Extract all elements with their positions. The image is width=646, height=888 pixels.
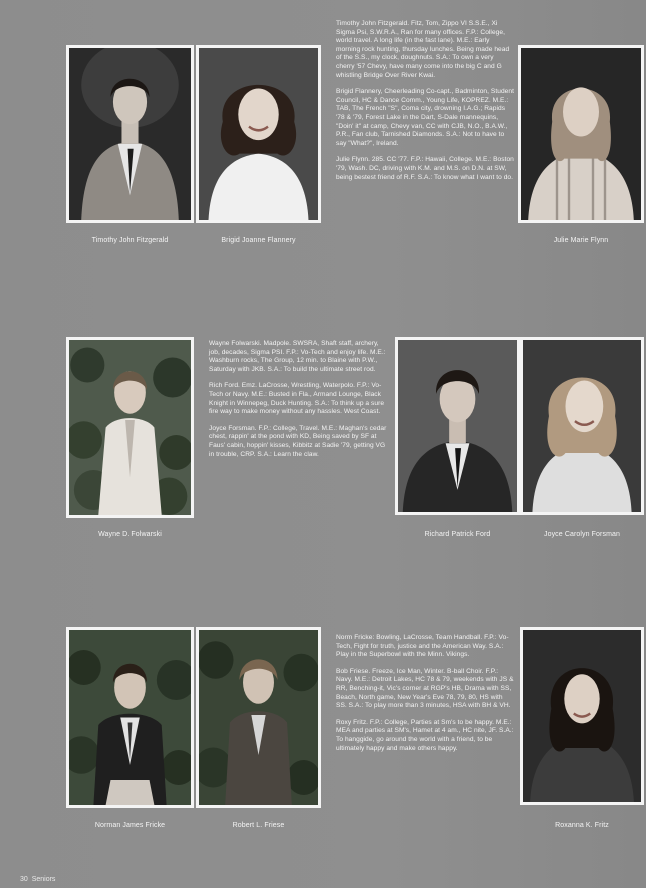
bio-block-1: [336, 20, 514, 190]
portrait-joyce-forsman: [520, 337, 644, 515]
bio-block-2: [209, 340, 389, 467]
caption-roxanna-fritz: Roxanna K. Fritz: [555, 822, 609, 829]
portrait-julie-flynn: [518, 45, 644, 223]
caption-wayne-folwarski: Wayne D. Folwarski: [98, 531, 162, 538]
bio-timothy-fitzgerald: Timothy John Fitzgerald. Fitz, Tom, Zippo VI S.S.E., Xi Sigma Psi, S.W.R.A., Ran for many offices. F.P.: College, world travel. A long life (in the fast lane). M.E.: Early morning rock hunting, thursday lunches. Being made head of the S.S., my clock, doughnuts. S.A.: To own a very cherry '57 Chevy, have many come into the big C and G whistling Bridge Over River Kwai.: [336, 20, 510, 79]
portrait-wayne-folwarski: [66, 337, 194, 518]
portrait-robert-friese: [196, 627, 321, 808]
page-number: 30: [20, 876, 28, 883]
portrait-roxanna-fritz: [520, 627, 644, 805]
bio-rich-ford: Rich Ford. Emz. LaCrosse, Wrestling, Waterpolo. F.P.: Vo-Tech or Navy. M.E.: Busted in Fla., Armand Lounge, Black Knight in Winnepeg, Duck Hunting. S.A.: To think up a sure fire way to make money without any hassles. West Coast.: [209, 382, 385, 416]
page-footer: [20, 876, 55, 883]
caption-norman-fricke: Norman James Fricke: [94, 822, 166, 829]
caption-joyce-forsman: Joyce Carolyn Forsman: [543, 531, 620, 538]
caption-robert-friese: Robert L. Friese: [232, 822, 285, 829]
bio-block-3: [336, 634, 514, 761]
caption-brigid-flannery: Brigid Joanne Flannery: [221, 237, 296, 244]
portrait-norman-fricke: [66, 627, 194, 808]
portrait-timothy-fitzgerald: [66, 45, 194, 223]
bio-brigid-flannery: Brigid Flannery, Cheerleading Co-capt., Badminton, Student Council, HC & Dance Comm., Young Life, KOPREZ. M.E.: TAB, The French "S", Coma city, drowning I.A.G.; Rapids '78 & '79, Forest Lake in the Dart, S-Dale mannequins, "Doin' it" at camp, Chevy van, CC with CJB, N.O., B.A.W., P.R., Fan club, Tarnished Diamonds. S.A.: Not to have to say "What?", Ireland.: [336, 88, 514, 147]
bio-roxy-fritz: Roxy Fritz. F.P.: College, Parties at Sm's to be happy. M.E.: MEA and parties at SM's, Hamet at 4 am., HC nite, JF. S.A.: To hanggide, go around the world with a friend, to be ultimately happy and make others happy.: [336, 718, 514, 752]
bio-bob-friese: Bob Friese. Freeze, Ice Man, Winter. B-ball Choir. F.P.: Navy. M.E.: Detroit Lakes, HC 78 & 79, weekends with JS & RR, Benching-it, Vic's corner at RGP's HB, Drama with SS, Beach, North game, New Year's Eve 78, 79, 80, HS with SS. S.A.: To play more than 3 minutes, HSA with BH & VH.: [336, 667, 514, 710]
bio-julie-flynn: Julie Flynn. 285. CC '77. F.P.: Hawaii, College. M.E.: Boston '79, Wash. DC, driving with K.M. and M.S. on D.N. at SW, being bestest friend of R.F. S.A.: To know what I want to do.: [336, 156, 514, 181]
portrait-richard-ford: [395, 337, 520, 515]
bio-wayne-folwarski: Wayne Folwarski. Madpole. SWSRA, Shaft staff, archery, job, decades, Sigma PSI. F.P.: Vo-Tech and enjoy life. M.E.: Washburn rocks, The Group, 12 min. to Blaine with P.W., Saturday with JKB. S.A.: To build the ultimate street rod.: [209, 340, 386, 373]
bio-norm-fricke: Norm Fricke: Bowling, LaCrosse, Team Handball. F.P.: Vo-Tech, Fight for truth, justice and the American Way. S.A.: Play in the Superbowl with the Minn. Vikings.: [336, 634, 509, 659]
caption-timothy-fitzgerald: Timothy John Fitzgerald: [91, 237, 169, 244]
caption-richard-ford: Richard Patrick Ford: [424, 531, 491, 538]
caption-julie-flynn: Julie Marie Flynn: [553, 237, 609, 244]
bio-joyce-forsman: Joyce Forsman. F.P.: College, Travel. M.E.: Maghan's cedar chest, rappin' at the pond with KD, Being saved by SF at Faus' cabin, hoppin' kisses, Kibbitz at Sadie '79, getting VG in trouble, CRP. S.A.: Learn the claw.: [209, 424, 387, 458]
portrait-brigid-flannery: [196, 45, 321, 223]
section-name: Seniors: [31, 876, 56, 883]
